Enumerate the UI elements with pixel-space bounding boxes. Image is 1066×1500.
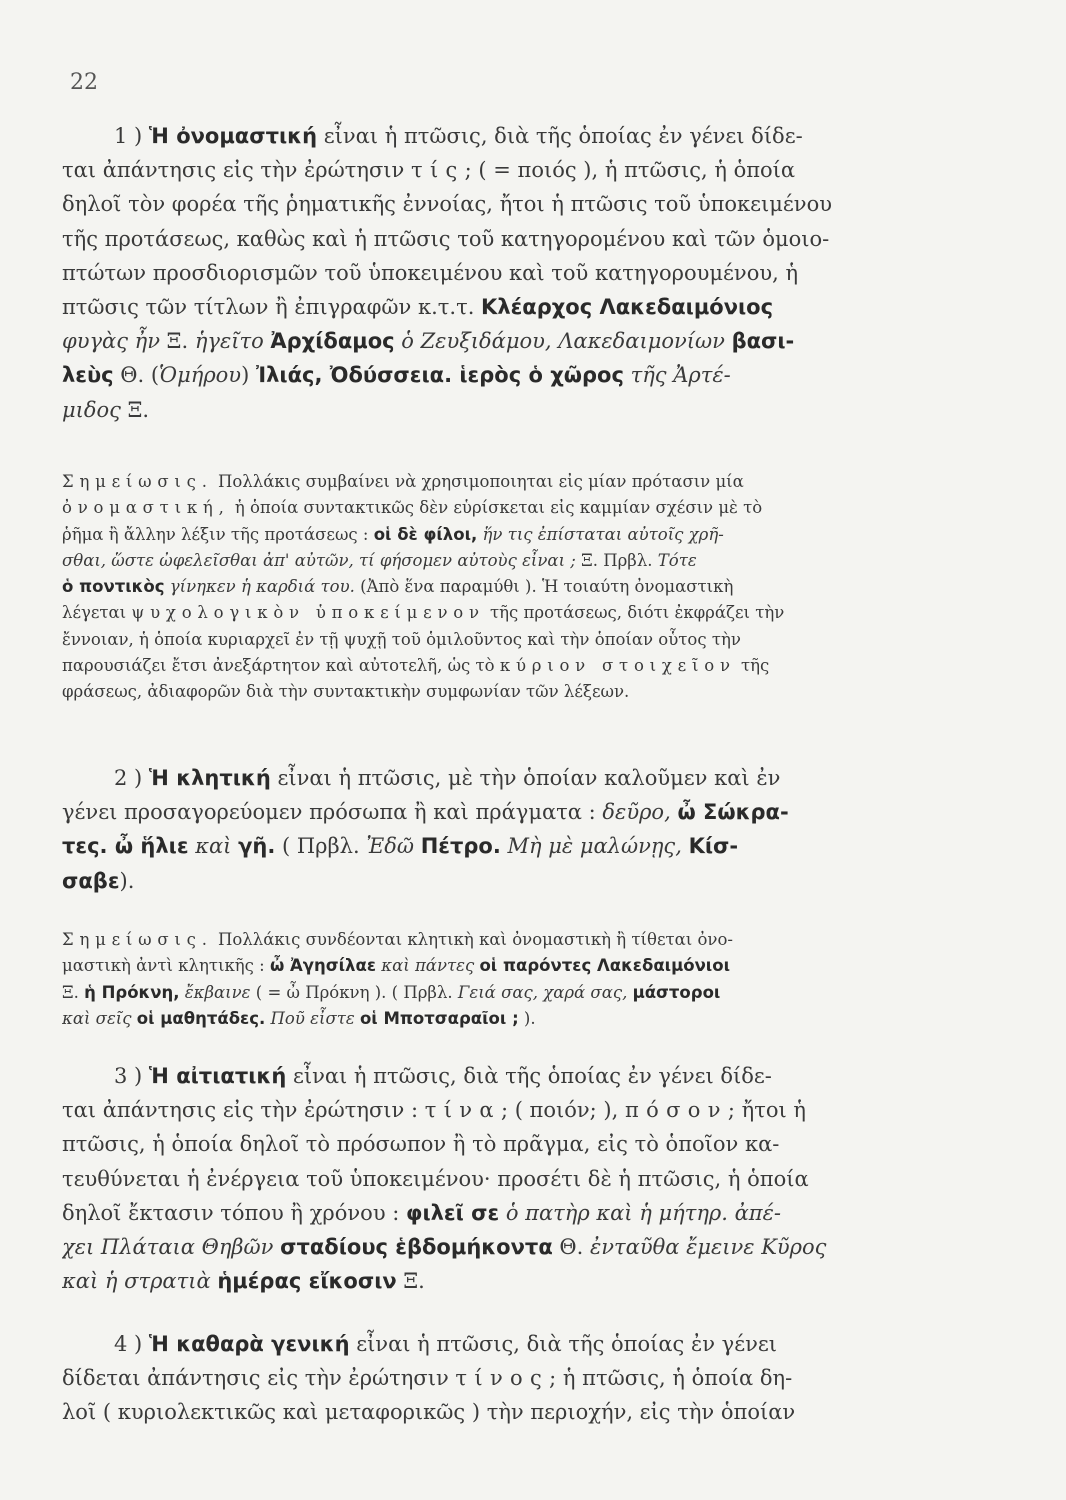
text-run: τῆς [735,656,770,676]
text-run: καὶ ἡ στρατιὰ [62,1269,211,1294]
text-run: Ἡ καθαρὰ γενική [148,1332,350,1356]
text-run: ἐνταῦθα ἔμεινε Κῦρος [590,1235,827,1260]
text-run: τίνα [424,1098,501,1123]
text-run: Σημείωσις. [62,930,213,949]
text-run: μαστικὴ ἀντὶ κλητικῆς : [62,956,270,976]
section-1-nominative [62,119,962,427]
text-run: 3 ) [114,1064,149,1088]
text-run: Κλέαρχος Λακεδαιμόνιος [481,295,774,320]
section4-line [62,1395,962,1429]
note2-line [62,1006,962,1032]
text-run: ἔννοιαν, ἡ ὁποία κυριαρχεῖ ἐν τῇ ψυχῇ τοῦ ὁμιλοῦντος καὶ τὴν ὁποίαν οὗτος τὴν [62,629,741,649]
section-4-genitive [62,1327,962,1430]
section1-line [62,153,962,187]
text-run: σθαι, ὥστε ὠφελεῖσθαι ἀπ' αὐτῶν, τί φήσομεν αὐτοὺς εἶναι ; [62,550,576,570]
text-run: ψυχολογικὸν ὑποκείμενον [131,603,485,623]
text-run: τῆς προτάσεως, καθὼς καὶ ἡ πτῶσις τοῦ κατηγορομένου καὶ τῶν ὁμοιο- [62,226,830,251]
text-run: (Ἀπὸ ἕνα παραμύθι ). Ἡ τοιαύτη ὀνομαστικὴ [354,577,734,597]
text-run: 4 ) [114,1332,149,1356]
text-run: ῥῆμα ἢ ἄλλην λέξιν τῆς προτάσεως : [62,524,374,544]
section-3-accusative [62,1059,962,1298]
section3-line [62,1093,962,1127]
text-run: Θ. [552,1235,590,1260]
text-run: ; ἤτοι ἡ [727,1098,806,1123]
section2-line [62,795,962,829]
text-run: ὀνομαστική, [62,498,230,518]
text-run: γῆ. [238,834,276,859]
text-run: καὶ σεῖς [62,1008,132,1028]
text-run: ται ἀπάντησις εἰς τὴν ἐρώτησιν : [62,1098,425,1123]
text-run: οἱ μαθητάδες. [136,1008,266,1028]
text-run: Ξ. [160,329,195,354]
section3-line [62,1230,962,1264]
section1-line [62,290,962,324]
text-run: φράσεως, ἀδιαφορῶν διὰ τὴν συντακτικὴν συμφωνίαν τῶν λέξεων. [62,682,630,702]
text-run: Σημείωσις. [62,472,213,491]
note1-line [62,469,962,495]
text-run: Πολλάκις συνδέονται κλητικὴ καὶ ὀνομαστικὴ ἢ τίθεται ὀνο- [212,930,733,949]
text-run: μάστοροι [632,982,721,1002]
text-run: τῆς προτάσεως, διότι ἐκφράζει τὴν [484,603,785,623]
text-run: Ὁμήρου [159,363,242,388]
text-run: λέγεται [62,603,132,623]
text-run: ). [119,868,135,893]
text-run: ἡ Πρόκνη, [84,982,180,1002]
note-2 [62,927,962,1032]
text-run: φυγὰς ἦν [62,329,160,354]
section1-line [62,324,962,358]
text-run: δηλοῖ ἔκτασιν τόπου ἢ χρόνου : [62,1200,407,1225]
note2-line [62,980,962,1006]
text-run: Ἡ αἰτιατική [148,1064,287,1088]
text-run: βασι- [731,329,795,354]
text-run: Ἐδῶ [366,834,414,859]
section2-line [62,761,962,795]
text-run: δηλοῖ τὸν φορέα τῆς ῥηματικῆς ἐννοίας, ἤτοι ἡ πτῶσις τοῦ ὑποκειμένου [62,192,832,217]
section3-line [62,1264,962,1298]
text-run: πόσον [624,1098,728,1123]
text-run: ( = ὦ Πρόκνη ). ( Πρβλ. [250,982,458,1002]
text-run: ὁ Ζευξιδάμου, Λακεδαιμονίων [394,329,732,354]
note1-line [62,522,962,548]
text-run: ; ( = ποιός ), ἡ πτῶσις, ἡ ὁποία [464,158,796,183]
text-run: τίνος [455,1366,550,1391]
section3-line [62,1196,962,1230]
text-run: λοῖ ( κυριολεκτικῶς καὶ μεταφορικῶς ) τὴν περιοχήν, εἰς τὴν ὁποίαν [62,1400,796,1425]
section1-line [62,256,962,290]
text-run: ὁ ποντικὸς [62,577,165,597]
text-run: τῆς Ἀρτέ- [623,363,731,388]
section4-line [62,1361,962,1395]
text-run: Ποῦ εἶστε [265,1008,355,1028]
note1-line [62,574,962,600]
text-run: 2 ) [114,766,149,790]
text-run: 1 ) [114,124,149,148]
text-run: εἶναι ἡ πτῶσις, διὰ τῆς ὁποίας ἐν γένει δίδε- [317,124,803,148]
section1-line [62,358,962,392]
text-run: πτῶσις τῶν τίτλων ἢ ἐπιγραφῶν κ.τ.τ. [62,295,482,320]
text-run: ἥν τις ἐπίσταται αὐτοῖς χρῆ- [477,524,724,544]
section1-line [62,222,962,256]
text-run: Τότε [657,550,697,570]
text-run: τευθύνεται ἡ ἐνέργεια τοῦ ὑποκειμένου· προσέτι δὲ ἡ πτῶσις, ἡ ὁποία [62,1166,809,1191]
text-run: εἶναι ἡ πτῶσις, μὲ τὴν ὁποίαν καλοῦμεν καὶ ἐν [270,766,781,790]
note1-line [62,653,962,679]
text-run: Ἰλιάς, Ὀδύσσεια. ἱερὸς ὁ χῶρος [255,363,624,388]
section1-line [62,119,962,153]
text-run: Μὴ μὲ μαλώνῃς, [500,834,682,859]
section1-line [62,187,962,221]
note1-line [62,600,962,626]
text-run: καὶ [188,834,239,859]
note1-line [62,548,962,574]
note1-line [62,627,962,653]
text-run: δεῦρο, [602,800,671,825]
text-run: οἱ παρόντες Λακεδαιμόνιοι [479,956,730,976]
text-run: ; ἡ πτῶσις, ἡ ὁποία δη- [549,1366,793,1391]
text-run: ὦ Σώκρα- [677,800,789,825]
text-run: χει Πλάταια Θηβῶν [62,1235,274,1260]
text-run: τίς [410,158,465,183]
text-run: ἡ ὁποία συντακτικῶς δὲν εὑρίσκεται εἰς καμμίαν σχέσιν μὲ τὸ [229,498,763,518]
section2-line [62,864,962,898]
text-run: Ἡ ὀνομαστική [148,124,318,148]
text-run: σταδίους ἑβδομήκοντα [280,1235,553,1260]
text-run: ἡμέρας εἴκοσιν [217,1269,397,1294]
text-run: κύριον στοιχεῖον [499,656,736,676]
text-run: οἱ δὲ φίλοι, [373,524,478,544]
text-run: οἱ Μποτσαραῖοι ; [359,1008,519,1028]
text-run: πτῶσις, ἡ ὁποία δηλοῖ τὸ πρόσωπον ἢ τὸ πρᾶγμα, εἰς τὸ ὁποῖον κα- [62,1132,780,1157]
text-run: ὦ Ἀγησίλαε [269,956,377,976]
section1-line [62,393,962,427]
text-run [414,834,421,858]
text-run: καὶ πάντες [376,956,475,976]
text-run: εἶναι ἡ πτῶσις, διὰ τῆς ὁποίας ἐν γένει [349,1332,777,1356]
section-2-vocative [62,761,962,898]
section2-line [62,829,962,863]
text-run: Κίσ- [688,834,739,859]
text-run: γένει προσαγορεύομεν πρόσωπα ἢ καὶ πράγματα : [62,800,603,825]
text-run: μιδος [62,397,121,422]
text-run: γίνηκεν ἡ καρδιά του. [164,577,355,597]
text-run: Πολλάκις συμβαίνει νὰ χρησιμοποιηται εἰς μίαν πρότασιν μία [212,472,744,491]
text-run: τες. ὦ ἥλιε [62,834,189,859]
text-run [682,834,689,858]
text-run: Γειά σας, χαρά σας, [457,982,628,1002]
text-run: ἔκβαινε [179,982,251,1002]
text-run: ( Πρβλ. [275,834,367,859]
section3-line [62,1127,962,1161]
text-run: Ἡ κλητική [148,766,271,790]
section3-line [62,1059,962,1093]
text-run: Ξ. Πρβλ. [575,550,658,570]
text-run: ) [241,363,256,388]
note1-line [62,679,962,705]
text-run: εἶναι ἡ πτῶσις, διὰ τῆς ὁποίας ἐν γένει δίδε- [286,1064,772,1088]
text-run: παρουσιάζει ἔτσι ἀνεξάρτητον καὶ αὐτοτελῆ, ὡς τὸ [62,656,500,676]
text-run: Θ. ( [113,363,160,388]
note1-line [62,495,962,521]
text-run: Πέτρο. [420,834,501,859]
text-run: δίδεται ἀπάντησις εἰς τὴν ἐρώτησιν [62,1366,456,1391]
text-run: ; ( ποιόν; ), [500,1098,625,1123]
text-run: ). [518,1008,536,1028]
section4-line [62,1327,962,1361]
text-run: λεὺς [62,363,114,388]
text-run: ται ἀπάντησις εἰς τὴν ἐρώτησιν [62,158,411,183]
text-run: ἡγεῖτο [194,329,271,354]
note2-line [62,927,962,953]
text-run: Ξ. [396,1269,425,1294]
text-run: ὁ πατὴρ καὶ ἡ μήτηρ. ἀπέ- [499,1200,781,1225]
page-number: 22 [70,70,98,95]
note-1 [62,469,962,706]
section3-line [62,1162,962,1196]
text-run: Ἀρχίδαμος [270,329,395,354]
text-run: σαβε [62,868,120,893]
text-run: φιλεῖ σε [406,1200,500,1225]
note2-line [62,953,962,979]
text-run: Ξ. [120,397,150,422]
text-run: πτώτων προσδιορισμῶν τοῦ ὑποκειμένου καὶ τοῦ κατηγορουμένου, ἡ [62,260,799,285]
text-run: Ξ. [62,982,85,1002]
